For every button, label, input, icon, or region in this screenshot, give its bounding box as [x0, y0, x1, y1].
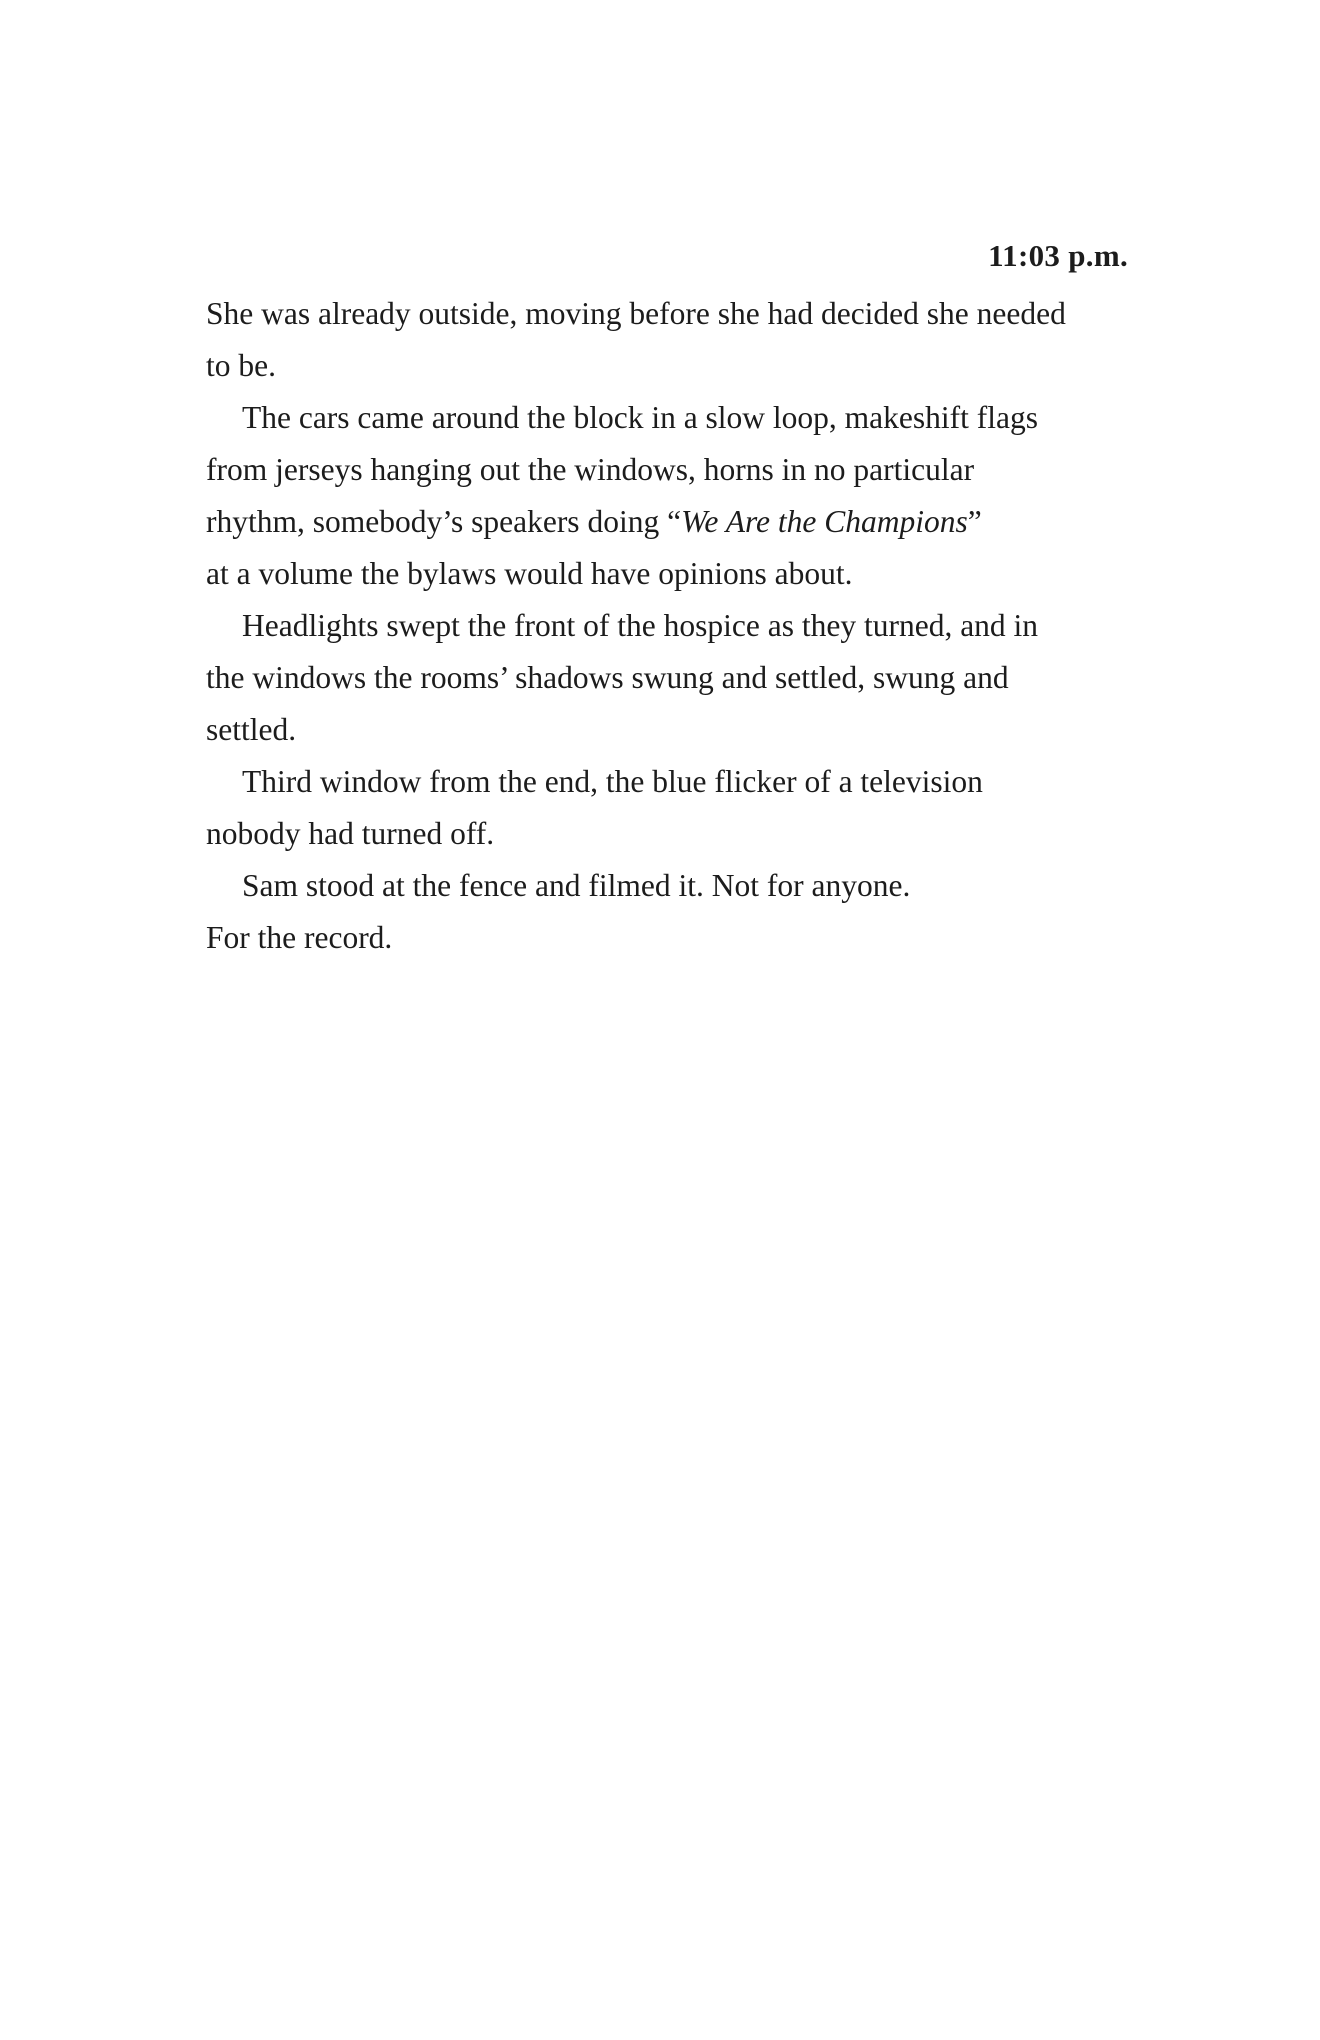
- text-line: at a volume the bylaws would have opinions about.: [206, 556, 853, 591]
- text-line: the windows the rooms’ shadows swung and settled, swung and: [206, 660, 1009, 695]
- text-line: For the record.: [206, 920, 393, 955]
- text-fragment: ”: [967, 504, 982, 539]
- text-line: The cars came around the block in a slow loop, makeshift flags: [242, 400, 1039, 435]
- text-line: nobody had turned off.: [206, 816, 495, 851]
- text-line: from jerseys hanging out the windows, horns in no particular: [206, 452, 975, 487]
- text-line: She was already outside, moving before she had decided she needed: [206, 296, 1066, 331]
- body-text: [206, 288, 1136, 964]
- text-line: [206, 496, 1136, 548]
- section-timestamp: 11:03 p.m.: [988, 238, 1128, 273]
- song-title: We Are the Champions: [681, 504, 968, 539]
- text-line: Sam stood at the fence and filmed it. Not for anyone.: [242, 868, 911, 903]
- text-line: to be.: [206, 348, 276, 383]
- text-line: Headlights swept the front of the hospice as they turned, and in: [242, 608, 1039, 643]
- text-line: settled.: [206, 712, 297, 747]
- text-fragment: rhythm, somebody’s speakers doing “: [206, 504, 682, 539]
- text-line: Third window from the end, the blue flicker of a television: [242, 764, 983, 799]
